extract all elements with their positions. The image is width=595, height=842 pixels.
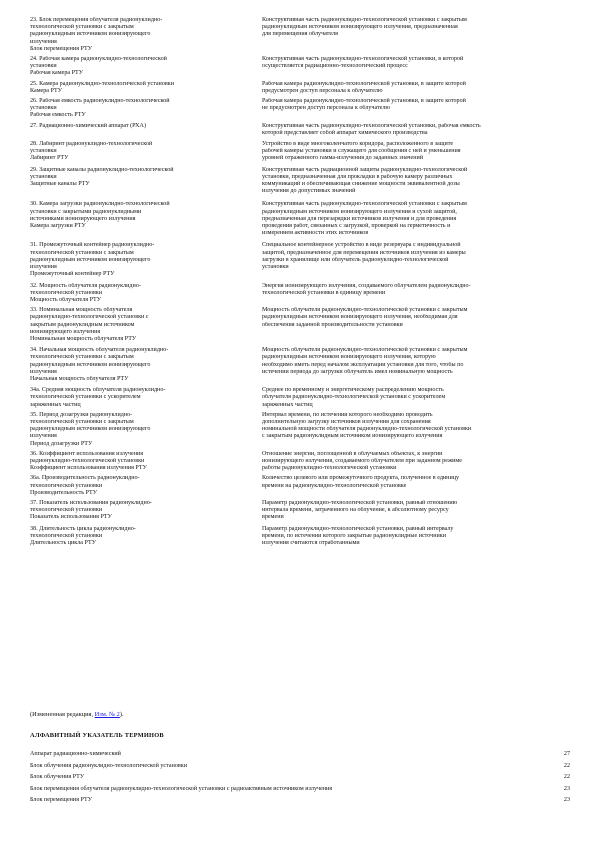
definition-cell xyxy=(262,56,570,78)
definition-line: Конструктивная часть радиационной защиты радионуклидно-технологической xyxy=(262,166,468,173)
term-line: радионуклидным источником ионизирующего xyxy=(30,361,151,368)
definition-line: радионуклидным источником ионизирующего излучения, предназначенная xyxy=(262,24,458,31)
definition-line: времени на радионуклидно-технологической установке xyxy=(262,482,407,489)
definition-cell xyxy=(262,17,570,53)
term-line: радионуклидно-технологической установки с xyxy=(30,314,149,321)
term-line: Номинальная мощность облучателя РТУ xyxy=(30,335,137,342)
term-row xyxy=(30,387,570,409)
index-term: Блок облучения РТУ xyxy=(30,774,85,781)
term-line: Начальная мощность облучателя РТУ xyxy=(30,375,129,382)
definition-line: рабочей камеры установки и служащего для сообщения с ней и уменьшения xyxy=(262,148,461,155)
term-line: 38. Длительность цикла радионуклидно- xyxy=(30,525,136,532)
definition-line: Рабочая камера радионуклидно-технологической установки, в защите которой xyxy=(262,98,466,105)
definition-cell xyxy=(262,387,570,409)
term-line: 36а. Производительность радионуклидно- xyxy=(30,475,140,482)
index-number: 23 xyxy=(563,797,570,804)
term-cell xyxy=(30,526,262,548)
definition-line: радионуклидным источником ионизирующего излучения и сухой защитой, xyxy=(262,208,457,215)
definition-line: для перемещения облучателя xyxy=(262,31,338,38)
definition-line: Устройство в виде многоколенчатого коридора, расположенного в защите xyxy=(262,141,454,148)
amendment-note-suffix: ). xyxy=(119,711,124,718)
definition-line: заряженных частиц xyxy=(262,401,313,408)
definition-cell xyxy=(262,307,570,343)
term-cell xyxy=(30,475,262,497)
term-line: Защитные каналы РТУ xyxy=(30,181,90,188)
definition-line: излучения считаются отработанными xyxy=(262,540,360,546)
term-line: 31. Промежуточный контейнер радионуклидно- xyxy=(30,242,155,249)
definition-line: Энергия ионизирующего излучения, создаваемого облучателем радионуклидно- xyxy=(262,282,471,289)
definition-cell xyxy=(262,451,570,473)
index-number: 22 xyxy=(563,774,570,781)
term-row xyxy=(30,307,570,343)
term-line: 26. Рабочая емкость радионуклидно-технологической xyxy=(30,98,170,105)
term-line: Камера загрузки РТУ xyxy=(30,223,86,230)
definition-line: радионуклидным источником ионизирующего излучения, необходимая для xyxy=(262,314,458,321)
definition-line: работы радионуклидно-технологической установки xyxy=(262,465,397,472)
definition-line: Конструктивная часть радионуклидно-технологической установки, рабочая емкость xyxy=(262,122,481,129)
term-line: 29. Защитные каналы радионуклидно-технологической xyxy=(30,166,174,173)
term-line: закрытым радионуклидным источником xyxy=(30,321,135,328)
term-line: 28. Лабиринт радионуклидно-технологической xyxy=(30,141,153,148)
index-entry xyxy=(30,774,570,786)
definition-line: защитой, предназначенное для перемещения источников излучения из камеры xyxy=(262,249,466,256)
definition-line: проведения работ, связанных с загрузкой, проверкой на герметичность и xyxy=(262,223,451,230)
term-cell xyxy=(30,17,262,53)
term-line: Рабочая камера РТУ xyxy=(30,70,84,77)
index-title: АЛФАВИТНЫЙ УКАЗАТЕЛЬ ТЕРМИНОВ xyxy=(30,732,164,739)
index-entry xyxy=(30,786,570,798)
definition-line: Мощность облучателя радионуклидно-технологической установки с закрытым xyxy=(262,307,468,314)
definition-line: с закрытым радионуклидным источником ионизирующего излучения xyxy=(262,433,443,440)
index-term: Блок перемещения РТУ xyxy=(30,797,93,804)
term-line: радионуклидным источником ионизирующего xyxy=(30,31,151,38)
term-line: технологической установки с закрытым xyxy=(30,418,134,425)
index-number: 23 xyxy=(563,785,570,792)
term-row xyxy=(30,242,570,278)
term-row xyxy=(30,347,570,383)
definition-line: интервала времени, затраченного на облучение, к абсолютному ресурсу xyxy=(262,507,449,514)
term-line: технологической установки с закрытым xyxy=(30,249,134,256)
definition-line: коммуникаций и обеспечивающая снижение мощности эквивалентной дозы xyxy=(262,181,460,188)
definition-line: номинальной мощности облучателя радионуклидно-технологической установки xyxy=(262,426,472,433)
term-line: Период дозагрузки РТУ xyxy=(30,440,93,447)
definition-cell xyxy=(262,242,570,278)
alphabetical-index xyxy=(30,751,570,809)
term-line: излучения xyxy=(30,368,57,375)
term-line: 23. Блок перемещения облучателя радионуклидно- xyxy=(30,17,163,23)
index-entry xyxy=(30,751,570,763)
definition-line: Отношение энергии, поглощенной в облучаемых объектах, к энергии xyxy=(262,450,443,457)
definition-line: истечении периода до загрузки облучатель имел номинальную мощность xyxy=(262,368,453,375)
term-line: заряженных частиц xyxy=(30,401,81,408)
term-line: 27. Радиационно-химический аппарат (РХА) xyxy=(30,122,146,129)
definition-line: облучателя радионуклидно-технологической установки с ускорителем xyxy=(262,394,446,401)
term-line: 32. Мощность облучателя радионуклидно- xyxy=(30,282,141,289)
term-line: Блок перемещения РТУ xyxy=(30,45,93,52)
term-row xyxy=(30,56,570,78)
definition-line: Конструктивная часть радионуклидно-технологической установки с закрытым xyxy=(262,201,467,208)
definition-cell xyxy=(262,500,570,522)
definition-cell xyxy=(262,141,570,163)
term-line: Камера РТУ xyxy=(30,87,63,94)
definition-cell xyxy=(262,81,570,95)
definition-line: Среднее по временному и энергетическому распределению мощность xyxy=(262,387,444,394)
definition-cell xyxy=(262,283,570,305)
term-row xyxy=(30,141,570,163)
term-line: 34а. Средняя мощность облучателя радионуклидно- xyxy=(30,387,166,394)
term-line: Рабочая емкость РТУ xyxy=(30,112,86,119)
term-line: 33. Номинальная мощность облучателя xyxy=(30,307,133,314)
term-cell xyxy=(30,242,262,278)
definition-line: времени xyxy=(262,514,284,521)
definition-line: ионизирующего излучения, создаваемого облучателем при заданном режиме xyxy=(262,457,462,464)
index-number: 22 xyxy=(563,762,570,769)
amendment-note-prefix: (Измененная редакция, xyxy=(30,711,95,718)
index-term: Блок перемещения облучателя радионуклидно-технологической установки с радиоактивным источником излучения xyxy=(30,785,333,792)
definition-line: не предусмотрен доступ персонала к облучателю xyxy=(262,105,390,112)
definition-cell xyxy=(262,98,570,120)
term-line: Показатель использования РТУ xyxy=(30,514,112,521)
term-line: установки xyxy=(30,105,57,112)
term-cell xyxy=(30,412,262,448)
definition-cell xyxy=(262,526,570,548)
term-line: Коэффициент использования излучения РТУ xyxy=(30,465,147,472)
term-line: ионизирующего излучения xyxy=(30,328,101,335)
definition-line: Конструктивная часть радионуклидно-технологической установки с закрытым xyxy=(262,17,467,23)
amendment-note xyxy=(30,711,124,719)
term-line: радионуклидным источником ионизирующего xyxy=(30,256,151,263)
definition-cell xyxy=(262,412,570,448)
definition-line: Интервал времени, по истечении которого необходимо проводить xyxy=(262,411,433,418)
term-row xyxy=(30,526,570,548)
term-row xyxy=(30,412,570,448)
definition-line: уровней отраженного гамма-излучения до заданных значений xyxy=(262,155,423,162)
term-row xyxy=(30,81,570,95)
definition-cell xyxy=(262,167,570,196)
definition-cell xyxy=(262,123,570,137)
term-row xyxy=(30,283,570,305)
term-row xyxy=(30,475,570,497)
definition-line: Параметр радионуклидно-технологической установки, равный отношению xyxy=(262,499,458,506)
definition-line: которой представляет собой аппарат химического производства xyxy=(262,129,428,136)
term-line: технологической установки xyxy=(30,289,103,296)
term-line: 34. Начальная мощность облучателя радионуклидно- xyxy=(30,347,169,354)
term-line: 35. Период дозагрузки радионуклидно- xyxy=(30,411,133,418)
term-line: источниками ионизирующего излучения xyxy=(30,215,136,222)
term-row xyxy=(30,123,570,137)
definition-cell xyxy=(262,347,570,383)
term-cell xyxy=(30,56,262,78)
term-line: установки xyxy=(30,148,57,155)
definition-line: Специальное контейнерное устройство в виде резервуара с индивидуальной xyxy=(262,242,461,249)
term-line: установки с закрытыми радионуклидными xyxy=(30,208,142,215)
term-cell xyxy=(30,307,262,343)
definition-line: предназначенная для перезарядки источников излучения и для проведения xyxy=(262,215,457,222)
term-row xyxy=(30,201,570,237)
term-cell xyxy=(30,167,262,196)
term-line: Длительность цикла РТУ xyxy=(30,540,97,546)
definition-line: Рабочая камера радионуклидно-технологической установки, в защите которой xyxy=(262,80,466,87)
index-number: 27 xyxy=(563,751,570,757)
term-line: технологической установки xyxy=(30,507,103,514)
definition-line: Конструктивная часть радионуклидно-технологической установки, в которой xyxy=(262,56,464,63)
term-cell xyxy=(30,451,262,473)
definition-line: загрузки в хранилище или облучатель радионуклидно-технологической xyxy=(262,256,449,263)
term-cell xyxy=(30,98,262,120)
term-row xyxy=(30,17,570,53)
term-line: радионуклидно-технологической установки xyxy=(30,457,145,464)
term-line: Производительность РТУ xyxy=(30,489,98,496)
term-line: технологической установки с ускорителем xyxy=(30,394,141,401)
term-line: радионуклидным источником ионизирующего xyxy=(30,426,151,433)
definition-cell xyxy=(262,475,570,497)
term-line: Промежуточный контейнер РТУ xyxy=(30,271,115,278)
term-cell xyxy=(30,201,262,237)
term-line: установки xyxy=(30,63,57,70)
definition-line: измерением активности этих источников xyxy=(262,230,369,237)
index-entry xyxy=(30,797,570,809)
term-cell xyxy=(30,347,262,383)
term-line: 36. Коэффициент использования излучения xyxy=(30,450,144,457)
definition-line: времени, по истечении которого закрытые радионуклидные источники xyxy=(262,532,446,539)
term-line: 25. Камера радионуклидно-технологической установки xyxy=(30,80,174,87)
definition-cell xyxy=(262,201,570,237)
term-row xyxy=(30,167,570,196)
term-line: технологической установки xyxy=(30,532,103,539)
definition-line: обеспечения заданной производительности установки xyxy=(262,321,403,328)
term-cell xyxy=(30,283,262,305)
term-line: Мощность облучателя РТУ xyxy=(30,296,102,303)
term-line: Лабиринт РТУ xyxy=(30,155,69,162)
term-line: технологической установки с закрытым xyxy=(30,354,134,361)
definition-line: Количество целевого или промежуточного продукта, полученное в единицу xyxy=(262,475,460,482)
term-cell xyxy=(30,141,262,163)
definition-line: радионуклидным источником ионизирующего излучения, которую xyxy=(262,354,436,361)
definition-line: установки, предназначенная для прокладки в рабочую камеру различных xyxy=(262,173,453,180)
term-line: 24. Рабочая камера радионуклидно-технологической xyxy=(30,56,167,63)
definition-line: необходимо иметь перед началом эксплуатации установки для того, чтобы по xyxy=(262,361,464,368)
term-line: технологической установки xyxy=(30,482,103,489)
term-cell xyxy=(30,81,262,95)
definition-line: дополнительную загрузку источников излучения для сохранения xyxy=(262,418,431,425)
definition-line: Мощность облучателя радионуклидно-технологической установки с закрытым xyxy=(262,347,468,354)
definition-line: излучения до допустимых значений xyxy=(262,188,356,195)
terms-table xyxy=(30,14,570,547)
amendment-link[interactable]: Изм. № 2 xyxy=(94,711,120,718)
index-entry xyxy=(30,763,570,775)
term-line: излучения xyxy=(30,38,57,45)
term-row xyxy=(30,451,570,473)
term-line: 37. Показатель использования радионуклидно- xyxy=(30,499,152,506)
term-row xyxy=(30,98,570,120)
definition-line: осуществляется радиационно-технологический процесс xyxy=(262,63,408,70)
term-row xyxy=(30,500,570,522)
term-cell xyxy=(30,387,262,409)
term-line: 30. Камера загрузки радионуклидно-технологической xyxy=(30,201,170,208)
term-line: установки xyxy=(30,173,57,180)
term-cell xyxy=(30,123,262,137)
definition-line: установки xyxy=(262,264,289,271)
definition-line: Параметр радионуклидно-технологической установки, равный интервалу xyxy=(262,525,454,532)
term-cell xyxy=(30,500,262,522)
definition-line: технологической установки в единицу времени xyxy=(262,289,386,296)
term-line: технологической установки с закрытым xyxy=(30,24,134,31)
term-line: излучения xyxy=(30,264,57,271)
index-term: Блок облучения радионуклидно-технологической установки xyxy=(30,762,187,769)
index-term: Аппарат радиационно-химический xyxy=(30,751,121,757)
definition-line: предусмотрен доступ персонала к облучателю xyxy=(262,87,383,94)
term-line: излучения xyxy=(30,433,57,440)
